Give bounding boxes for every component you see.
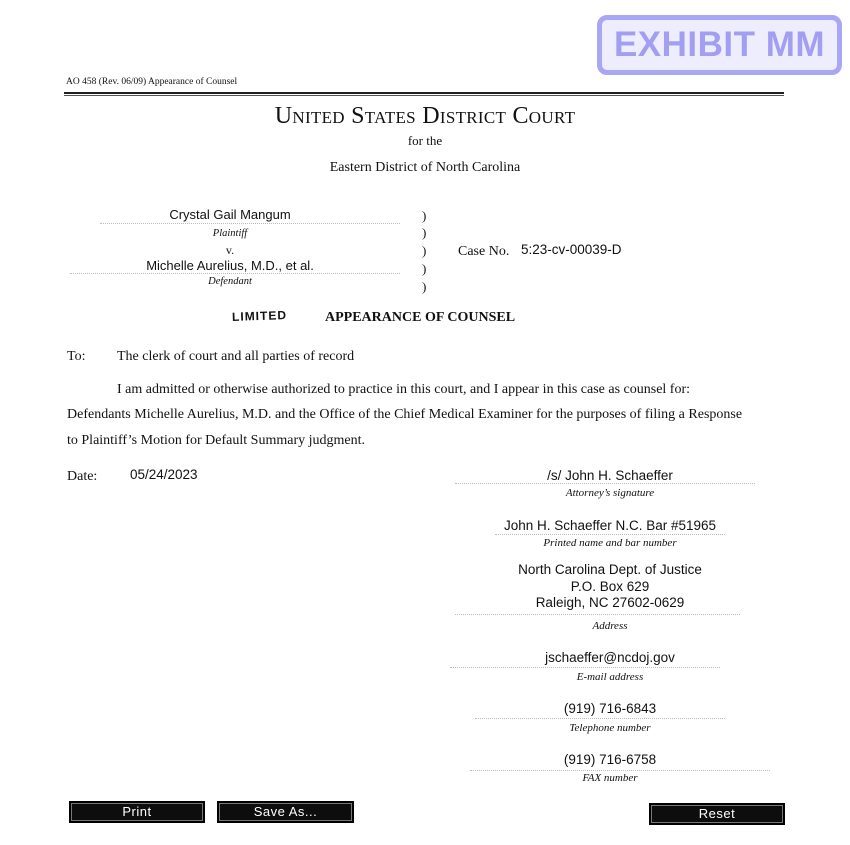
district-name: Eastern District of North Carolina (329, 160, 521, 175)
fax-label: FAX number (582, 772, 638, 784)
plaintiff-name: Crystal Gail Mangum (169, 207, 291, 222)
caption-paren: ) (422, 243, 427, 258)
address-label: Address (592, 620, 628, 632)
signature-label: Attorney’s signature (565, 487, 655, 499)
intro-text: I am admitted or otherwise authorized to practice in this court, and I appear in this case as counsel for: (117, 382, 691, 397)
telephone-label: Telephone number (569, 722, 651, 734)
to-label: To: (67, 349, 86, 364)
fax-field[interactable]: (919) 716-6758 (563, 752, 657, 767)
email-field[interactable]: jschaeffer@ncdoj.gov (545, 650, 675, 665)
caption-paren: ) (422, 208, 427, 223)
telephone-field[interactable]: (919) 716-6843 (563, 701, 657, 716)
plaintiff-label: Plaintiff (212, 228, 248, 239)
field-line (455, 483, 755, 485)
address-field-line1[interactable]: North Carolina Dept. of Justice (518, 562, 702, 577)
signature-field[interactable]: /s/ John H. Schaeffer (547, 468, 673, 483)
case-number-label: Case No. (458, 244, 510, 259)
for-the-text: for the (407, 133, 443, 148)
exhibit-stamp-text: EXHIBIT MM (613, 25, 826, 64)
exhibit-stamp (597, 15, 842, 75)
field-line (470, 770, 770, 772)
counsel-for-field-line2[interactable]: to Plaintiff’s Motion for Default Summary judgment. (67, 433, 365, 448)
to-text: The clerk of court and all parties of record (117, 349, 355, 364)
field-line (70, 273, 400, 275)
address-field-line3[interactable]: Raleigh, NC 27602-0629 (535, 595, 685, 610)
date-field[interactable]: 05/24/2023 (130, 467, 198, 482)
court-title (0, 103, 850, 130)
court-title-text: United States District Court (274, 103, 576, 129)
field-line (495, 534, 725, 536)
defendant-name: Michelle Aurelius, M.D., et al. (146, 258, 314, 273)
date-label: Date: (67, 469, 98, 484)
counsel-for-field-line1[interactable]: Defendants Michelle Aurelius, M.D. and the Office of the Chief Medical Examiner for the purposes of filing a Response (67, 407, 743, 422)
handwritten-limited: LIMITED (231, 308, 288, 324)
field-line (100, 223, 400, 225)
field-line (475, 718, 725, 720)
form-heading: APPEARANCE OF COUNSEL (325, 310, 516, 325)
reset-button[interactable]: Reset (649, 803, 785, 825)
header-rule-thin (64, 95, 784, 96)
address-field-line2[interactable]: P.O. Box 629 (570, 579, 650, 594)
email-label: E-mail address (576, 671, 644, 683)
field-line (450, 667, 720, 669)
defendant-label: Defendant (208, 276, 252, 287)
form-identifier: AO 458 (Rev. 06/09) Appearance of Counsel (66, 77, 238, 87)
caption-paren: ) (422, 279, 427, 294)
printed-name-field[interactable]: John H. Schaeffer N.C. Bar #51965 (503, 518, 717, 533)
save-as-button[interactable]: Save As... (217, 801, 354, 823)
versus-text: v. (225, 243, 235, 257)
case-number-field[interactable]: 5:23-cv-00039-D (521, 242, 622, 257)
caption-paren: ) (422, 261, 427, 276)
printed-name-label: Printed name and bar number (543, 537, 677, 549)
header-rule-thick (64, 92, 784, 94)
field-line (455, 614, 740, 616)
print-button[interactable]: Print (69, 801, 205, 823)
caption-paren: ) (422, 225, 427, 240)
